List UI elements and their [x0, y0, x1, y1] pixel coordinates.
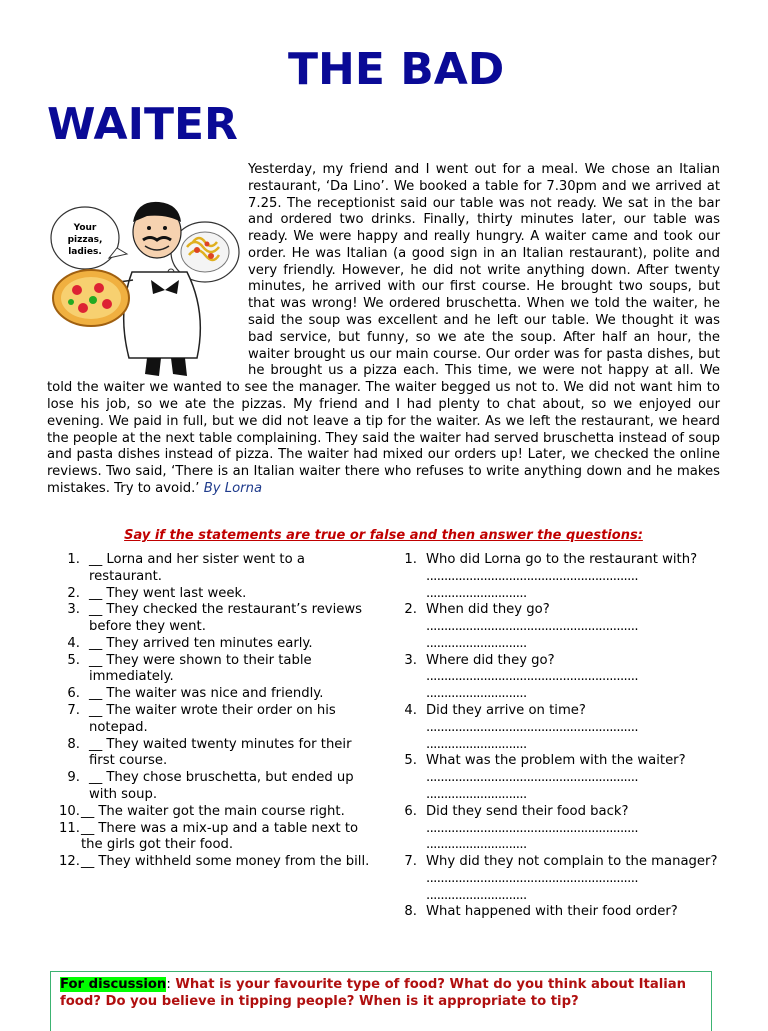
- question-text: Did they arrive on time?: [426, 703, 586, 719]
- answer-line-end[interactable]: ............................: [426, 635, 527, 651]
- answer-line[interactable]: ...........................................................: [426, 870, 638, 886]
- answer-line-end[interactable]: ............................: [426, 736, 527, 752]
- list-item: [402, 904, 720, 921]
- list-item: [55, 636, 375, 653]
- question-text: When did they go?: [426, 602, 550, 618]
- list-item: [402, 602, 720, 652]
- list-item: [55, 653, 375, 687]
- speech-bubble-line-2: pizzas,: [67, 235, 103, 245]
- discussion-questions: What is your favourite type of food? What do you think about Italian food? Do you believe in tipping people? When is it appropriate to tip?: [60, 977, 687, 1009]
- item-number: 10.: [59, 803, 80, 819]
- statement-text: __ They checked the restaurant’s reviews before they went.: [89, 602, 363, 635]
- statement-text: __ They arrived ten minutes early.: [89, 635, 313, 651]
- story-text-block: [47, 162, 720, 498]
- answer-line[interactable]: ...........................................................: [426, 568, 638, 584]
- statement-text: __ The waiter wrote their order on his notepad.: [89, 703, 336, 735]
- discussion-label: For discussion: [60, 977, 167, 992]
- list-item: [55, 602, 375, 636]
- item-number: 2.: [67, 585, 80, 601]
- answer-line-end[interactable]: ............................: [426, 686, 527, 702]
- item-number: 2.: [404, 602, 417, 618]
- list-item: [55, 737, 375, 771]
- question-text: What was the problem with the waiter?: [426, 753, 686, 769]
- waiter-illustration: [47, 162, 247, 380]
- true-false-list: [55, 552, 375, 871]
- list-item: [55, 586, 375, 603]
- title-line-2: WAITER: [47, 99, 238, 150]
- item-number: 5.: [67, 652, 80, 668]
- item-number: 6.: [67, 686, 80, 702]
- item-number: 8.: [67, 736, 80, 752]
- statement-text: __ They withheld some money from the bill.: [81, 854, 370, 870]
- item-number: 8.: [404, 904, 417, 920]
- story-byline: By Lorna: [203, 480, 263, 496]
- item-number: 1.: [404, 552, 417, 567]
- list-item: [402, 703, 720, 753]
- story-paragraph: Yesterday, my friend and I went out for a meal. We chose an Italian restaurant, ‘Da Lino’. We booked a table for 7.30pm and we arrived at 7.25. The receptionist said our table was not ready. We sat in the bar and ordered two drinks. Finally, thirty minutes later, our table was ready. We were happy and really hungry. A waiter came and took our order. He was Italian (a good sign in an Italian restaurant), polite and very friendly. However, he did not write anything down. After twenty minutes, he arrived with our first course. He brought two soups, but that was wrong! We ordered bruschetta. When we told the waiter, he said the soup was excellent and he left our table. We thought it was bad service, but funny, so we ate the soup. After half an hour, the waiter brought us our main course. Our order was for pasta dishes, but he brought us a pizza each. This time, we were not happy at all. We told the waiter we wanted to see the manager. The waiter begged us not to. We did not want him to lose his job, so we ate the pizzas. My friend and I had plenty to chat about, so we enjoyed our evening. We paid in full, but we did not leave a tip for the waiter. As we left the restaurant, we heard the people at the next table complaining. They said the waiter had served bruschetta instead of soup and pasta dishes instead of pizza. The waiter had mixed our orders up! Later, we checked the online reviews. Two said, ‘There is an Italian waiter there who refuses to write anything down and he makes mistakes. Try to avoid.’: [47, 162, 720, 496]
- worksheet-title: [47, 42, 720, 152]
- answer-line-end[interactable]: ............................: [426, 837, 527, 853]
- list-item: [402, 552, 720, 602]
- item-number: 3.: [404, 652, 417, 668]
- item-number: 7.: [67, 703, 80, 719]
- list-item: [55, 703, 375, 737]
- speech-bubble-line-3: ladies.: [68, 247, 102, 257]
- list-item: [55, 686, 375, 703]
- title-line-1: THE BAD: [288, 44, 505, 95]
- answer-line[interactable]: ...........................................................: [426, 719, 638, 735]
- item-number: 1.: [67, 552, 80, 567]
- question-text: Who did Lorna go to the restaurant with?: [426, 552, 698, 567]
- answer-line-end[interactable]: ............................: [426, 786, 527, 802]
- question-text: Did they send their food back?: [426, 803, 629, 819]
- statement-text: __ They were shown to their table immediately.: [89, 652, 312, 685]
- answer-line-end[interactable]: ............................: [426, 887, 527, 903]
- answer-line[interactable]: ...........................................................: [426, 619, 638, 635]
- item-number: 4.: [404, 703, 417, 719]
- item-number: 3.: [67, 602, 80, 618]
- instructions-heading: Say if the statements are true or false and then answer the questions:: [124, 528, 643, 543]
- answer-line[interactable]: ...........................................................: [426, 820, 638, 836]
- statement-text: __ They went last week.: [89, 585, 247, 601]
- item-number: 4.: [67, 635, 80, 651]
- discussion-colon: :: [166, 977, 171, 992]
- list-item: [55, 770, 375, 804]
- statement-text: __ The waiter was nice and friendly.: [89, 686, 324, 702]
- list-item: [55, 552, 375, 586]
- statement-text: __ They chose bruschetta, but ended up with soup.: [89, 770, 354, 802]
- item-number: 9.: [67, 770, 80, 786]
- statement-text: __ There was a mix-up and a table next to the girls got their food.: [81, 820, 359, 853]
- answer-line[interactable]: ...........................................................: [426, 669, 638, 685]
- questions-list: [402, 552, 720, 921]
- item-number: 6.: [404, 803, 417, 819]
- item-number: 5.: [404, 753, 417, 769]
- answer-line[interactable]: ...........................................................: [426, 770, 638, 786]
- question-text: Why did they not complain to the manager?: [426, 854, 718, 870]
- statement-text: __ They waited twenty minutes for their first course.: [89, 736, 352, 769]
- statement-text: __ The waiter got the main course right.: [81, 803, 345, 819]
- question-text: Where did they go?: [426, 652, 555, 668]
- list-item: [55, 821, 375, 855]
- list-item: [402, 854, 720, 904]
- list-item: [402, 753, 720, 803]
- list-item: [55, 804, 375, 821]
- list-item: [402, 804, 720, 854]
- item-number: 12.: [59, 854, 80, 870]
- discussion-box: [50, 971, 712, 1031]
- question-text: What happened with their food order?: [426, 904, 678, 920]
- item-number: 11.: [59, 820, 80, 836]
- statement-text: __ Lorna and her sister went to a restaurant.: [89, 552, 305, 584]
- answer-line-end[interactable]: ............................: [426, 585, 527, 601]
- speech-bubble-line-1: Your: [73, 223, 97, 233]
- item-number: 7.: [404, 854, 417, 870]
- list-item: [402, 653, 720, 703]
- waiter-body: [124, 272, 201, 358]
- list-item: [55, 854, 375, 871]
